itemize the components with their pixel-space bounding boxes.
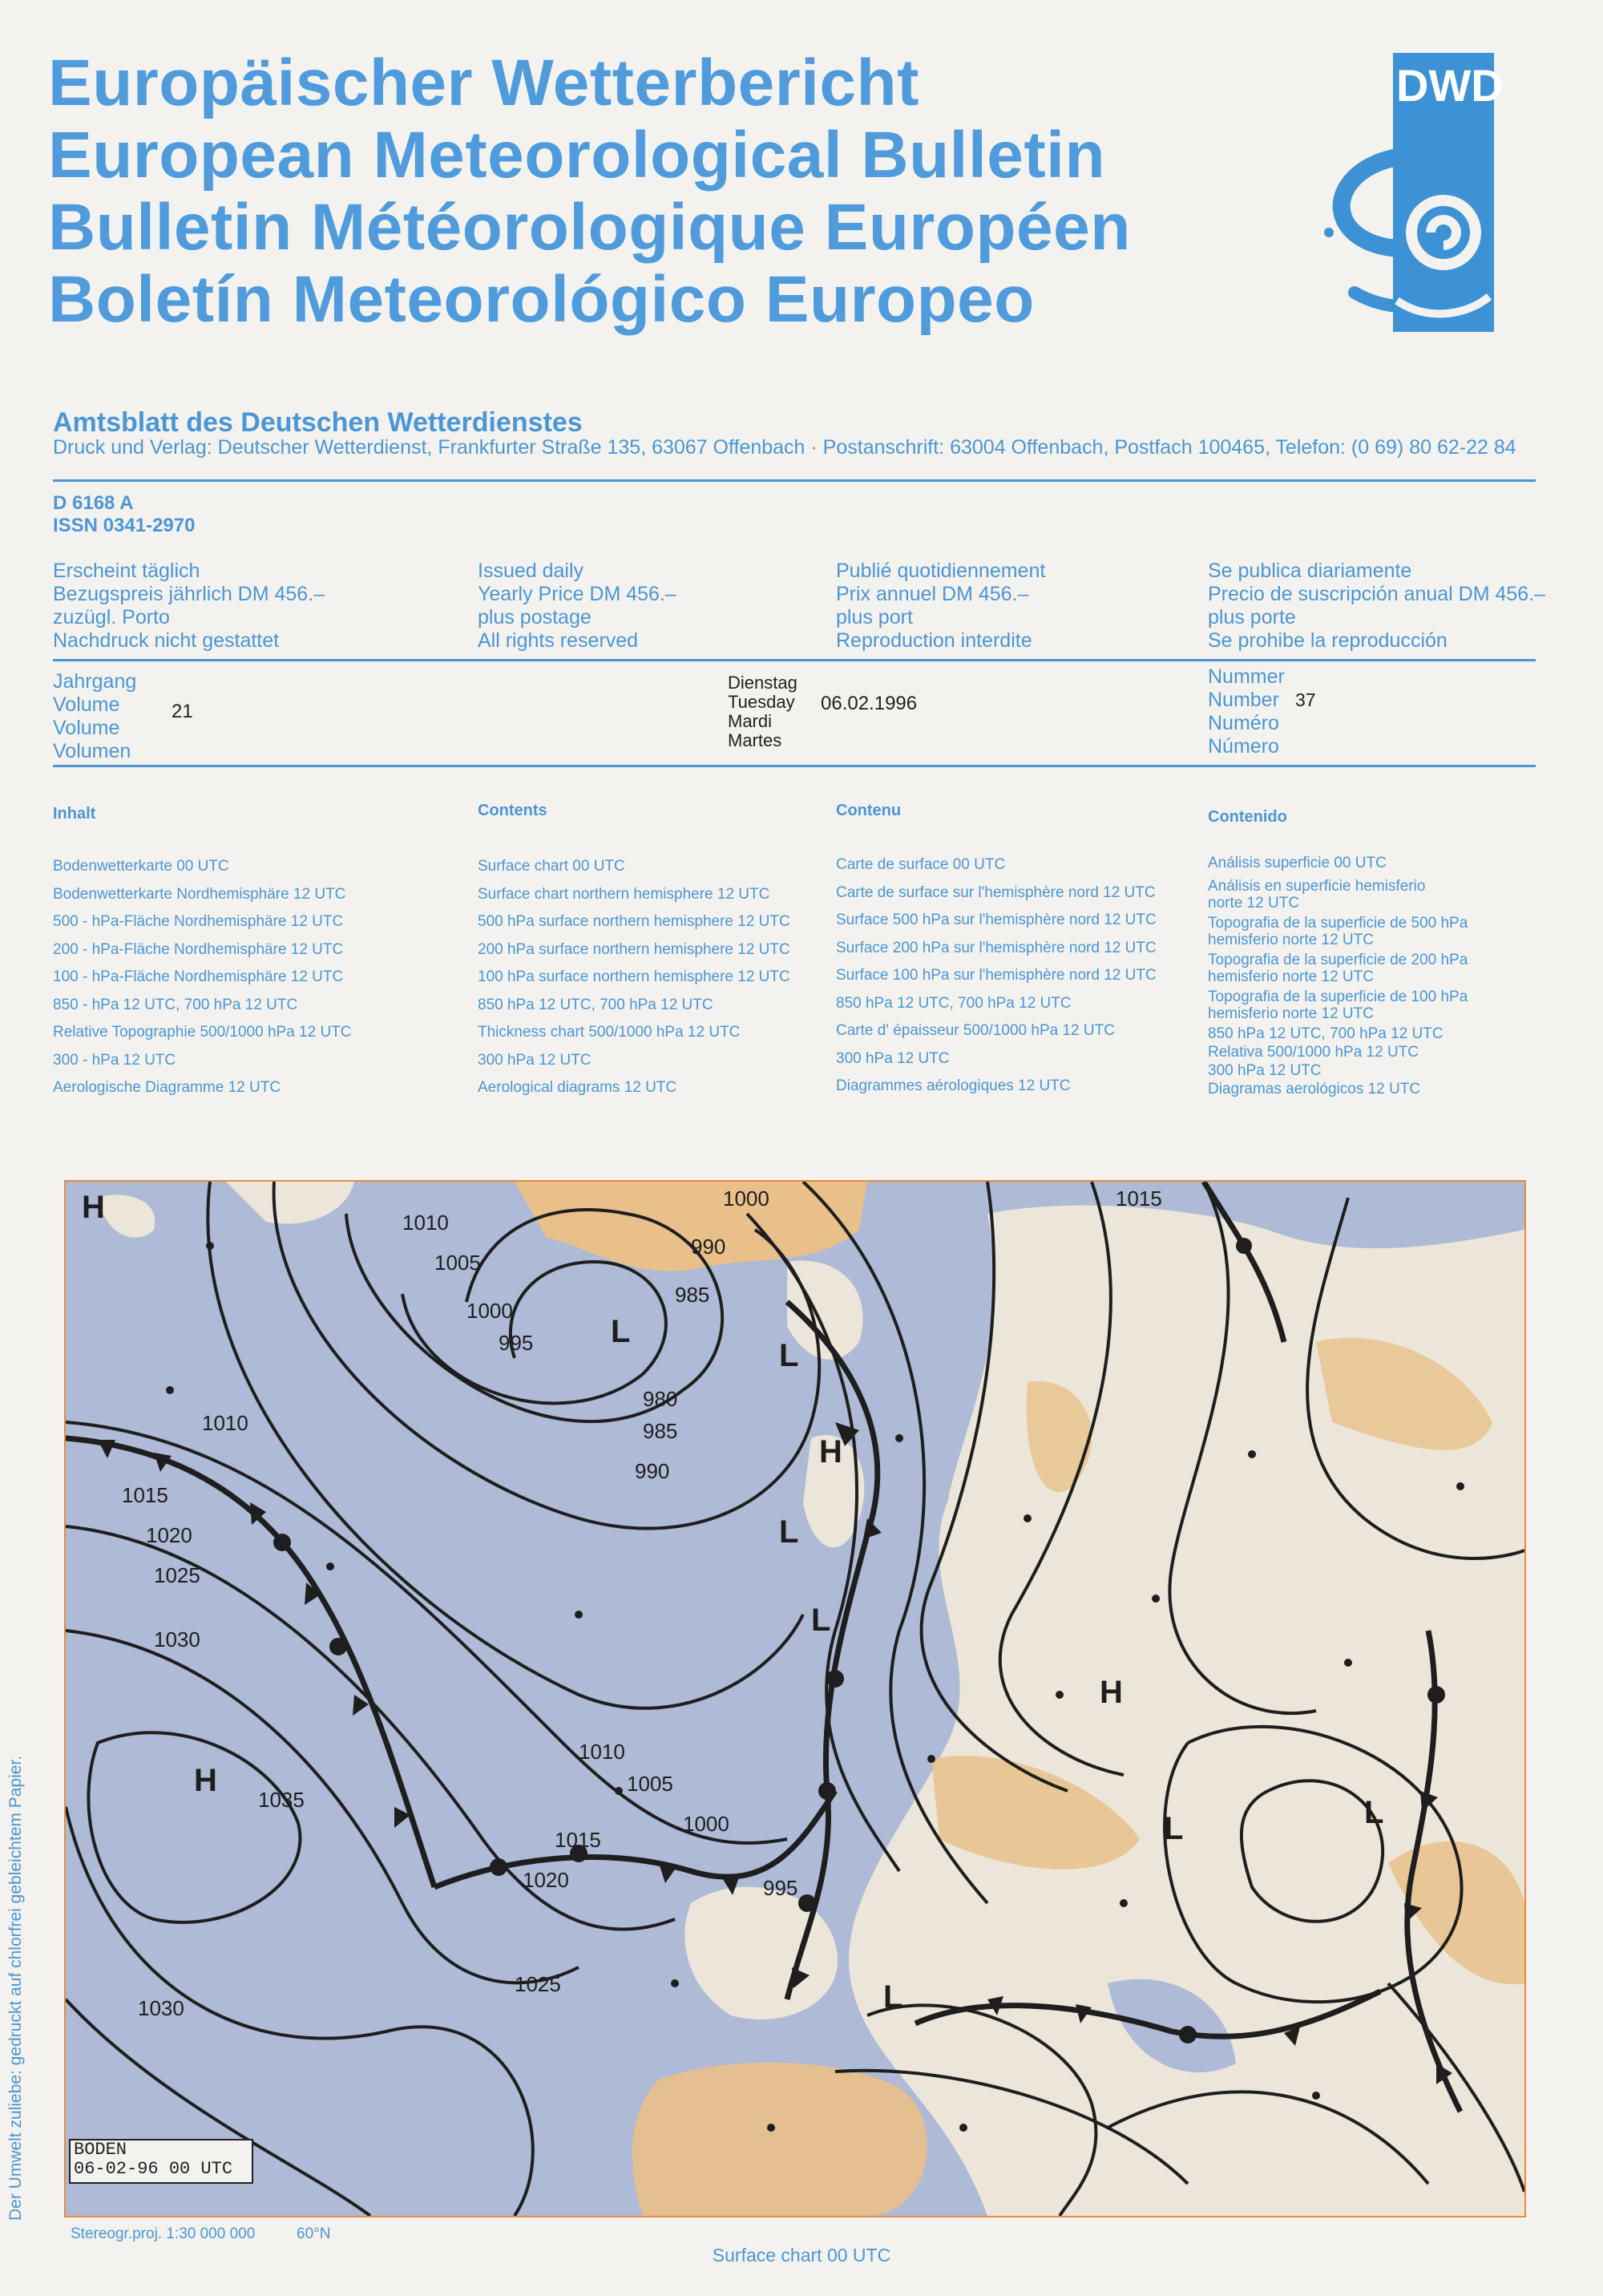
pressure-center: H [82,1190,105,1225]
isobar-label: 1005 [434,1251,481,1275]
dwd-logo-text: DWD [1396,60,1504,111]
map-caption: Surface chart 00 UTC [712,2245,891,2266]
environment-note: Der Umwelt zuliebe: gedruckt auf chlorfrei gebleichtem Papier. [6,1755,25,2221]
info-column-en: Issued daily Yearly Price DM 456.– plus postage All rights reserved [478,560,676,652]
list-item: Surface chart northern hemisphere 12 UTC [478,885,770,903]
pressure-center: H [194,1763,217,1798]
list-item: Análisis superficie 00 UTC [1208,855,1387,871]
contents-heading-en: Contents [478,802,547,819]
pressure-center: H [1100,1675,1123,1710]
pressure-center: H [819,1434,842,1469]
list-item: 850 - hPa 12 UTC, 700 hPa 12 UTC [53,996,298,1013]
pressure-center: L [611,1314,631,1349]
isobar-label: 990 [691,1235,726,1259]
issn-code: ISSN 0341-2970 [53,515,196,536]
pressure-center: L [1164,1811,1184,1846]
isobar-label: 1030 [154,1627,200,1651]
list-item: 850 hPa 12 UTC, 700 hPa 12 UTC [1208,1025,1444,1042]
contents-list-es [1208,855,1468,1097]
isobar-label: 990 [635,1459,670,1483]
contents-heading-de: Inhalt [53,805,96,823]
isobar-label: 1010 [202,1411,248,1435]
list-item: 200 - hPa-Fläche Nordhemisphäre 12 UTC [53,940,344,958]
list-item: 500 - hPa-Fläche Nordhemisphäre 12 UTC [53,913,344,930]
list-item: norte 12 UTC [1208,895,1300,912]
isobar-label: 1020 [523,1868,569,1892]
dwd-inner-swirl-icon [1393,136,1494,332]
list-item: 300 hPa 12 UTC [1208,1062,1322,1079]
isobar-label: 1000 [466,1299,513,1323]
list-item: Topografia de la superficie de 200 hPa [1208,952,1468,968]
volume-labels: Jahrgang Volume Volume Volumen [53,670,137,762]
divider [53,479,1536,482]
number-labels: Nummer Number Numéro Número [1208,665,1285,758]
list-item: hemisferio norte 12 UTC [1208,1005,1374,1022]
list-item: Carte de surface sur l'hemisphère nord 12 UTC [836,883,1156,901]
isobar-label: 980 [643,1387,678,1411]
divider [53,659,1536,661]
list-item: 300 hPa 12 UTC [478,1051,592,1069]
isobar-label: 995 [763,1876,798,1900]
list-item: Relativa 500/1000 hPa 12 UTC [1208,1044,1419,1061]
map-label-boden: BODEN [74,2140,127,2160]
list-item: Carte d' épaisseur 500/1000 hPa 12 UTC [836,1022,1115,1039]
list-item: Análisis en superficie hemisferio [1208,878,1426,895]
map-projection: Stereogr.proj. 1:30 000 000 [71,2225,256,2242]
map-label-date: 06-02-96 00 UTC [74,2159,233,2179]
list-item: Diagramas aerológicos 12 UTC [1208,1081,1421,1097]
list-item: hemisferio norte 12 UTC [1208,968,1374,985]
list-item: 100 - hPa-Fläche Nordhemisphäre 12 UTC [53,968,344,985]
list-item: Aerological diagrams 12 UTC [478,1079,677,1096]
title-french: Bulletin Météorologique Européen [48,191,1131,264]
title-german: Europäischer Wetterbericht [48,46,919,119]
weekday-labels: Dienstag Tuesday Mardi Martes [728,673,797,750]
isobar-label: 1025 [515,1972,561,1996]
isobar-label: 1000 [683,1812,729,1836]
list-item: Diagrammes aérologiques 12 UTC [836,1077,1071,1094]
list-item: 850 hPa 12 UTC, 700 hPa 12 UTC [478,996,713,1013]
title-spanish: Boletín Meteorológico Europeo [48,263,1035,336]
isobar-label: 985 [643,1419,678,1443]
list-item: Surface chart 00 UTC [478,858,625,875]
list-item: Thickness chart 500/1000 hPa 12 UTC [478,1024,741,1041]
list-item: 100 hPa surface northern hemisphere 12 UTC [478,968,790,985]
isobar-label: 1025 [154,1563,200,1587]
issue-date: 06.02.1996 [821,693,918,714]
contents-list-fr [836,851,1157,1101]
list-item: Bodenwetterkarte Nordhemisphäre 12 UTC [53,885,346,903]
map-latitude: 60°N [297,2225,331,2242]
d-code: D 6168 A [53,492,134,514]
list-item: Surface 500 hPa sur l'hemisphère nord 12 UTC [836,912,1157,928]
list-item: hemisferio norte 12 UTC [1208,932,1374,948]
isobar-label: 1015 [122,1483,168,1507]
pressure-center: L [811,1603,831,1638]
isobar-label: 995 [499,1331,534,1355]
list-item: Surface 200 hPa sur l'hemisphère nord 12 UTC [836,939,1157,956]
info-column-de: Erscheint täglich Bezugspreis jährlich DM 456.– zuzügl. Porto Nachdruck nicht gestattet [53,560,325,652]
divider [53,765,1536,767]
pressure-center: L [1364,1795,1384,1830]
isobar-label: 1010 [579,1740,625,1764]
issue-number: 37 [1295,689,1316,710]
volume-value: 21 [172,701,193,722]
info-column-fr: Publié quotidiennement Prix annuel DM 456.– plus port Reproduction interdite [836,560,1046,652]
contents-list-de [53,853,352,1102]
weather-map-svg [66,1182,1524,2216]
surface-weather-map [64,1180,1526,2217]
isobar-label: 1010 [402,1211,449,1235]
list-item: 500 hPa surface northern hemisphere 12 UTC [478,913,790,930]
publisher-address: Druck und Verlag: Deutscher Wetterdienst, Frankfurter Straße 135, 63067 Offenbach · Postanschrift: 63004 Offenbach, Postfach 100465, Telefon: (0 69) 80 62-22 84 [53,436,1516,459]
map-label-box [69,2139,253,2184]
isobar-label: 1015 [1116,1186,1162,1211]
list-item: Bodenwetterkarte 00 UTC [53,858,229,875]
amtsblatt-heading: Amtsblatt des Deutschen Wetterdienstes [53,407,583,438]
contents-list-en [478,853,790,1102]
list-item: 300 hPa 12 UTC [836,1049,950,1067]
list-item: Relative Topographie 500/1000 hPa 12 UTC [53,1024,352,1041]
contents-heading-fr: Contenu [836,802,902,819]
isobar-label: 1015 [555,1828,601,1852]
list-item: 300 - hPa 12 UTC [53,1051,176,1069]
list-item: Carte de surface 00 UTC [836,856,1006,873]
pressure-center: L [883,1979,903,2015]
list-item: 850 hPa 12 UTC, 700 hPa 12 UTC [836,994,1072,1012]
list-item: 200 hPa surface northern hemisphere 12 UTC [478,940,790,958]
title-english: European Meteorological Bulletin [48,119,1106,192]
list-item: Aerologische Diagramme 12 UTC [53,1079,281,1096]
isobar-label: 1020 [146,1523,192,1547]
isobar-label: 1030 [138,1996,184,2020]
pressure-center: L [779,1514,799,1550]
pressure-center: L [779,1338,799,1373]
isobar-label: 1000 [723,1186,769,1211]
contents-heading-es: Contenido [1208,808,1287,826]
isobar-label: 985 [675,1283,710,1307]
isobar-label: 1005 [627,1772,673,1796]
list-item: Surface 100 hPa sur l'hemisphère nord 12 UTC [836,967,1157,984]
isobar-label: 1035 [258,1788,305,1812]
list-item: Topografia de la superficie de 500 hPa [1208,915,1468,932]
list-item: Topografia de la superficie de 100 hPa [1208,988,1468,1005]
info-column-es: Se publica diariamente Precio de suscripción anual DM 456.– plus porte Se prohibe la reproducción [1208,560,1546,652]
